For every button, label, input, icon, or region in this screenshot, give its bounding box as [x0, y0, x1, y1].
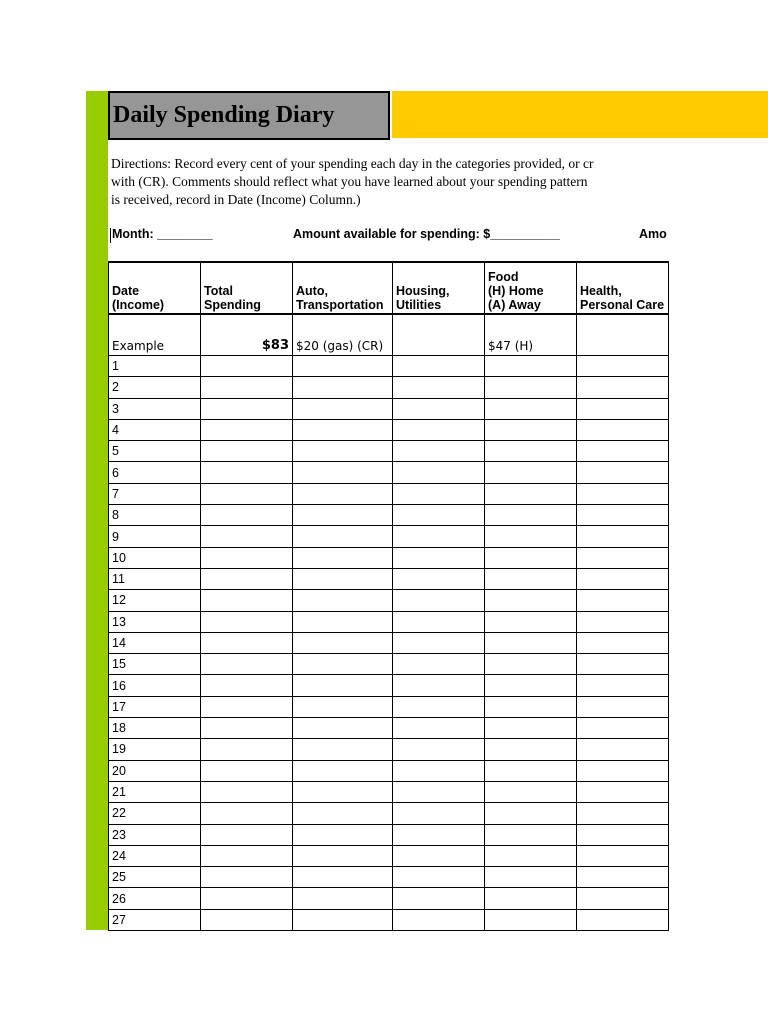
food-cell[interactable]: [485, 590, 577, 611]
health-cell[interactable]: [577, 718, 669, 739]
total-cell[interactable]: [201, 803, 293, 824]
auto-cell[interactable]: [293, 441, 393, 462]
health-cell[interactable]: [577, 845, 669, 866]
housing-cell[interactable]: [393, 462, 485, 483]
auto-cell[interactable]: [293, 824, 393, 845]
table-row: [109, 909, 669, 930]
total-cell[interactable]: [201, 356, 293, 377]
day-number-cell[interactable]: 9: [109, 526, 201, 547]
housing-cell[interactable]: [393, 654, 485, 675]
food-cell[interactable]: [485, 675, 577, 696]
day-number-cell[interactable]: 11: [109, 568, 201, 589]
total-cell[interactable]: [201, 675, 293, 696]
day-number-cell[interactable]: 4: [109, 419, 201, 440]
day-number-cell[interactable]: 14: [109, 632, 201, 653]
day-number-cell[interactable]: 20: [109, 760, 201, 781]
food-cell[interactable]: [485, 845, 577, 866]
auto-cell[interactable]: [293, 568, 393, 589]
food-cell[interactable]: [485, 398, 577, 419]
header-housing: Housing, Utilities: [393, 262, 485, 314]
housing-cell[interactable]: [393, 718, 485, 739]
food-cell[interactable]: [485, 739, 577, 760]
auto-cell[interactable]: [293, 419, 393, 440]
food-cell[interactable]: [485, 547, 577, 568]
health-cell[interactable]: [577, 739, 669, 760]
day-number-cell[interactable]: 17: [109, 696, 201, 717]
total-cell[interactable]: [201, 505, 293, 526]
health-cell[interactable]: [577, 909, 669, 930]
day-number-cell[interactable]: 5: [109, 441, 201, 462]
table-row: [109, 760, 669, 781]
total-cell[interactable]: [201, 909, 293, 930]
food-cell[interactable]: [485, 654, 577, 675]
total-cell[interactable]: [201, 611, 293, 632]
example-date[interactable]: Example: [109, 314, 201, 356]
housing-cell[interactable]: [393, 483, 485, 504]
health-cell[interactable]: [577, 867, 669, 888]
auto-cell[interactable]: [293, 845, 393, 866]
day-number-cell[interactable]: 7: [109, 483, 201, 504]
table-row: [109, 781, 669, 802]
page-title: Daily Spending Diary: [108, 91, 390, 140]
table-row: [109, 568, 669, 589]
day-number-cell[interactable]: 15: [109, 654, 201, 675]
total-cell[interactable]: [201, 568, 293, 589]
total-cell[interactable]: [201, 398, 293, 419]
auto-cell[interactable]: [293, 781, 393, 802]
housing-cell[interactable]: [393, 845, 485, 866]
month-field[interactable]: Month: ________: [112, 227, 213, 241]
health-cell[interactable]: [577, 398, 669, 419]
directions-text: [111, 155, 671, 211]
health-cell[interactable]: [577, 356, 669, 377]
example-total[interactable]: $83: [201, 314, 293, 356]
table-row: [109, 739, 669, 760]
health-cell[interactable]: [577, 483, 669, 504]
auto-cell[interactable]: [293, 760, 393, 781]
housing-cell[interactable]: [393, 547, 485, 568]
table-row: [109, 803, 669, 824]
amount-cutoff-label: Amo: [639, 227, 667, 241]
food-cell[interactable]: [485, 441, 577, 462]
day-number-cell[interactable]: 10: [109, 547, 201, 568]
housing-cell[interactable]: [393, 675, 485, 696]
day-number-cell[interactable]: 6: [109, 462, 201, 483]
example-food[interactable]: $47 (H): [485, 314, 577, 356]
food-cell[interactable]: [485, 867, 577, 888]
food-cell[interactable]: [485, 760, 577, 781]
health-cell[interactable]: [577, 760, 669, 781]
day-number-cell[interactable]: 19: [109, 739, 201, 760]
housing-cell[interactable]: [393, 419, 485, 440]
housing-cell[interactable]: [393, 526, 485, 547]
example-row: [109, 314, 669, 356]
food-cell[interactable]: [485, 611, 577, 632]
health-cell[interactable]: [577, 888, 669, 909]
green-accent-bar: [86, 91, 108, 930]
auto-cell[interactable]: [293, 632, 393, 653]
health-cell[interactable]: [577, 526, 669, 547]
auto-cell[interactable]: [293, 377, 393, 398]
auto-cell[interactable]: [293, 803, 393, 824]
housing-cell[interactable]: [393, 611, 485, 632]
table-row: [109, 718, 669, 739]
housing-cell[interactable]: [393, 824, 485, 845]
housing-cell[interactable]: [393, 867, 485, 888]
table-row: [109, 675, 669, 696]
auto-cell[interactable]: [293, 867, 393, 888]
directions-line: with (CR). Comments should reflect what you have learned about your spending pattern: [111, 174, 588, 189]
auto-cell[interactable]: [293, 462, 393, 483]
table-row: [109, 888, 669, 909]
housing-cell[interactable]: [393, 356, 485, 377]
example-auto[interactable]: $20 (gas) (CR): [293, 314, 393, 356]
day-number-cell[interactable]: 22: [109, 803, 201, 824]
food-cell[interactable]: [485, 526, 577, 547]
header-total: Total Spending: [201, 262, 293, 314]
housing-cell[interactable]: [393, 696, 485, 717]
auto-cell[interactable]: [293, 505, 393, 526]
housing-cell[interactable]: [393, 760, 485, 781]
header-food: Food (H) Home (A) Away: [485, 262, 577, 314]
health-cell[interactable]: [577, 547, 669, 568]
total-cell[interactable]: [201, 483, 293, 504]
auto-cell[interactable]: [293, 696, 393, 717]
housing-cell[interactable]: [393, 441, 485, 462]
total-cell[interactable]: [201, 760, 293, 781]
total-cell[interactable]: [201, 696, 293, 717]
auto-cell[interactable]: [293, 590, 393, 611]
day-number-cell[interactable]: 23: [109, 824, 201, 845]
table-row: [109, 824, 669, 845]
total-cell[interactable]: [201, 441, 293, 462]
table-row: [109, 505, 669, 526]
health-cell[interactable]: [577, 654, 669, 675]
health-cell[interactable]: [577, 462, 669, 483]
total-cell[interactable]: [201, 462, 293, 483]
food-cell[interactable]: [485, 419, 577, 440]
housing-cell[interactable]: [393, 590, 485, 611]
health-cell[interactable]: [577, 803, 669, 824]
table-row: [109, 654, 669, 675]
header-date: Date (Income): [109, 262, 201, 314]
meta-row: [108, 226, 668, 244]
table-row: [109, 632, 669, 653]
food-cell[interactable]: [485, 888, 577, 909]
food-cell[interactable]: [485, 483, 577, 504]
total-cell[interactable]: [201, 845, 293, 866]
food-cell[interactable]: [485, 696, 577, 717]
table-row: [109, 356, 669, 377]
table-row: [109, 611, 669, 632]
total-cell[interactable]: [201, 867, 293, 888]
health-cell[interactable]: [577, 377, 669, 398]
table-row: [109, 590, 669, 611]
day-number-cell[interactable]: 21: [109, 781, 201, 802]
food-cell[interactable]: [485, 781, 577, 802]
housing-cell[interactable]: [393, 632, 485, 653]
food-cell[interactable]: [485, 505, 577, 526]
total-cell[interactable]: [201, 654, 293, 675]
food-cell[interactable]: [485, 377, 577, 398]
auto-cell[interactable]: [293, 611, 393, 632]
example-housing[interactable]: [393, 314, 485, 356]
table-row: [109, 547, 669, 568]
day-number-cell[interactable]: 16: [109, 675, 201, 696]
housing-cell[interactable]: [393, 739, 485, 760]
day-number-cell[interactable]: 12: [109, 590, 201, 611]
total-cell[interactable]: [201, 888, 293, 909]
amount-available-field[interactable]: Amount available for spending: $__________: [293, 227, 560, 241]
day-number-cell[interactable]: 8: [109, 505, 201, 526]
total-cell[interactable]: [201, 718, 293, 739]
food-cell[interactable]: [485, 356, 577, 377]
day-number-cell[interactable]: 2: [109, 377, 201, 398]
total-cell[interactable]: [201, 739, 293, 760]
health-cell[interactable]: [577, 611, 669, 632]
table-row: [109, 398, 669, 419]
table-row: [109, 483, 669, 504]
total-cell[interactable]: [201, 419, 293, 440]
health-cell[interactable]: [577, 441, 669, 462]
spending-table: [108, 261, 669, 931]
auto-cell[interactable]: [293, 718, 393, 739]
health-cell[interactable]: [577, 824, 669, 845]
header-row: [109, 262, 669, 314]
food-cell[interactable]: [485, 462, 577, 483]
day-number-cell[interactable]: 27: [109, 909, 201, 930]
header-auto: Auto, Transportation: [293, 262, 393, 314]
table-row: [109, 377, 669, 398]
total-cell[interactable]: [201, 824, 293, 845]
housing-cell[interactable]: [393, 568, 485, 589]
health-cell[interactable]: [577, 568, 669, 589]
total-cell[interactable]: [201, 781, 293, 802]
directions-line: is received, record in Date (Income) Column.): [111, 192, 361, 207]
table-row: [109, 462, 669, 483]
food-cell[interactable]: [485, 909, 577, 930]
table-row: [109, 526, 669, 547]
housing-cell[interactable]: [393, 398, 485, 419]
auto-cell[interactable]: [293, 398, 393, 419]
table-row: [109, 845, 669, 866]
header-health: Health, Personal Care: [577, 262, 669, 314]
day-number-cell[interactable]: 3: [109, 398, 201, 419]
housing-cell[interactable]: [393, 803, 485, 824]
auto-cell[interactable]: [293, 547, 393, 568]
yellow-accent-bar: [392, 91, 768, 138]
health-cell[interactable]: [577, 505, 669, 526]
total-cell[interactable]: [201, 526, 293, 547]
housing-cell[interactable]: [393, 909, 485, 930]
auto-cell[interactable]: [293, 654, 393, 675]
auto-cell[interactable]: [293, 483, 393, 504]
food-cell[interactable]: [485, 568, 577, 589]
health-cell[interactable]: [577, 590, 669, 611]
table-row: [109, 441, 669, 462]
day-number-cell[interactable]: 24: [109, 845, 201, 866]
health-cell[interactable]: [577, 632, 669, 653]
total-cell[interactable]: [201, 547, 293, 568]
housing-cell[interactable]: [393, 888, 485, 909]
food-cell[interactable]: [485, 803, 577, 824]
food-cell[interactable]: [485, 824, 577, 845]
auto-cell[interactable]: [293, 526, 393, 547]
total-cell[interactable]: [201, 377, 293, 398]
day-number-cell[interactable]: 18: [109, 718, 201, 739]
auto-cell[interactable]: [293, 739, 393, 760]
health-cell[interactable]: [577, 419, 669, 440]
health-cell[interactable]: [577, 781, 669, 802]
auto-cell[interactable]: [293, 675, 393, 696]
table-row: [109, 419, 669, 440]
day-number-cell[interactable]: 25: [109, 867, 201, 888]
auto-cell[interactable]: [293, 356, 393, 377]
day-number-cell[interactable]: 26: [109, 888, 201, 909]
food-cell[interactable]: [485, 632, 577, 653]
total-cell[interactable]: [201, 590, 293, 611]
day-number-cell[interactable]: 1: [109, 356, 201, 377]
health-cell[interactable]: [577, 696, 669, 717]
housing-cell[interactable]: [393, 505, 485, 526]
table-row: [109, 696, 669, 717]
auto-cell[interactable]: [293, 888, 393, 909]
health-cell[interactable]: [577, 675, 669, 696]
auto-cell[interactable]: [293, 909, 393, 930]
day-number-cell[interactable]: 13: [109, 611, 201, 632]
table-row: [109, 867, 669, 888]
total-cell[interactable]: [201, 632, 293, 653]
example-health[interactable]: [577, 314, 669, 356]
directions-line: Directions: Record every cent of your spending each day in the categories provided, or cr: [111, 156, 594, 171]
food-cell[interactable]: [485, 718, 577, 739]
housing-cell[interactable]: [393, 377, 485, 398]
housing-cell[interactable]: [393, 781, 485, 802]
